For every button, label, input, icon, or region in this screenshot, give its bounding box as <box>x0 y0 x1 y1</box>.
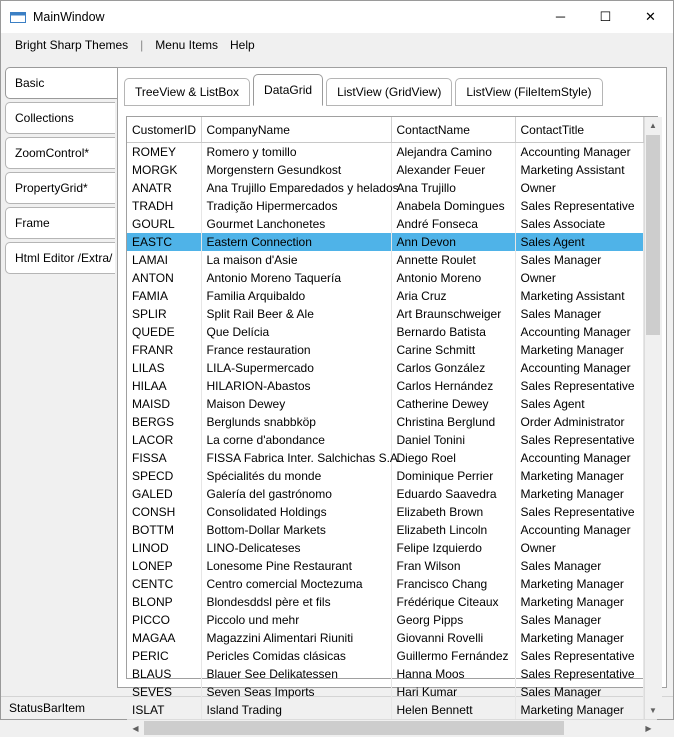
minimize-button[interactable]: ─ <box>555 9 566 24</box>
table-cell[interactable]: GALED <box>127 485 201 503</box>
table-cell[interactable]: Carine Schmitt <box>391 341 515 359</box>
table-cell[interactable]: PERIC <box>127 647 201 665</box>
table-cell[interactable]: ANATR <box>127 179 201 197</box>
sidebar-item-label: ZoomControl* <box>15 146 90 160</box>
table-cell[interactable]: Spécialités du monde <box>201 467 391 485</box>
table-cell[interactable]: Owner <box>515 269 643 287</box>
sidebar-item-zoomcontrol[interactable] <box>5 137 115 169</box>
table-row[interactable] <box>127 701 643 719</box>
horizontal-scroll-track[interactable] <box>144 720 640 737</box>
table-row[interactable] <box>127 647 643 665</box>
table-cell[interactable]: EASTC <box>127 233 201 251</box>
column-header-companyname[interactable]: CompanyName <box>201 117 391 143</box>
table-row[interactable] <box>127 377 643 395</box>
tab-label: ListView (GridView) <box>337 85 442 99</box>
table-cell[interactable]: Accounting Manager <box>515 323 643 341</box>
table-row[interactable] <box>127 269 643 287</box>
table-cell[interactable]: Alejandra Camino <box>391 143 515 162</box>
table-row[interactable] <box>127 431 643 449</box>
table-cell[interactable]: Marketing Manager <box>515 575 643 593</box>
table-cell[interactable]: Sales Representative <box>515 665 643 683</box>
table-row[interactable] <box>127 485 643 503</box>
table-row[interactable] <box>127 611 643 629</box>
scroll-up-arrow-icon[interactable]: ▲ <box>645 117 662 134</box>
tab-datagrid[interactable] <box>253 74 323 106</box>
window-controls <box>538 1 673 32</box>
table-cell[interactable]: FISSA <box>127 449 201 467</box>
sidebar-item-propertygrid[interactable] <box>5 172 115 204</box>
table-cell[interactable]: CENTC <box>127 575 201 593</box>
vertical-scrollbar[interactable] <box>644 117 662 719</box>
tab-label: DataGrid <box>264 83 313 97</box>
table-cell[interactable]: Ann Devon <box>391 233 515 251</box>
tab-label: ListView (FileItemStyle) <box>466 85 592 99</box>
table-cell[interactable]: Sales Agent <box>515 395 643 413</box>
tab-listview-fileitemstyle[interactable] <box>455 78 602 106</box>
table-cell[interactable]: Magazzini Alimentari Riuniti <box>201 629 391 647</box>
table-cell[interactable]: Marketing Manager <box>515 629 643 647</box>
table-cell[interactable]: Split Rail Beer & Ale <box>201 305 391 323</box>
table-cell[interactable]: HILAA <box>127 377 201 395</box>
table-cell[interactable]: BERGS <box>127 413 201 431</box>
table-cell[interactable]: Island Trading <box>201 701 391 719</box>
table-cell[interactable]: ISLAT <box>127 701 201 719</box>
table-cell[interactable]: GOURL <box>127 215 201 233</box>
table-cell[interactable]: La corne d'abondance <box>201 431 391 449</box>
table-cell[interactable]: LINOD <box>127 539 201 557</box>
table-cell[interactable]: Accounting Manager <box>515 521 643 539</box>
data-grid <box>126 116 658 733</box>
table-cell[interactable]: Aria Cruz <box>391 287 515 305</box>
table-cell[interactable]: Owner <box>515 539 643 557</box>
status-bar-item: StatusBarItem <box>9 701 86 715</box>
table-row[interactable] <box>127 341 643 359</box>
column-header-customerid[interactable]: CustomerID <box>127 117 201 143</box>
tab-listview-gridview[interactable] <box>326 78 452 106</box>
table-row[interactable] <box>127 305 643 323</box>
table-cell[interactable]: Elizabeth Brown <box>391 503 515 521</box>
table-cell[interactable]: Consolidated Holdings <box>201 503 391 521</box>
table-cell[interactable]: Marketing Manager <box>515 593 643 611</box>
close-button[interactable]: ✕ <box>645 8 656 24</box>
content-panel <box>117 67 667 733</box>
table-row[interactable] <box>127 251 643 269</box>
scroll-down-arrow-icon[interactable]: ▼ <box>645 702 662 719</box>
table-cell[interactable]: Catherine Dewey <box>391 395 515 413</box>
table-cell[interactable]: Maison Dewey <box>201 395 391 413</box>
table-cell[interactable]: Carlos Hernández <box>391 377 515 395</box>
table-row[interactable] <box>127 197 643 215</box>
window-icon <box>10 9 26 25</box>
table-cell[interactable]: Familia Arquibaldo <box>201 287 391 305</box>
table-row[interactable] <box>127 665 643 683</box>
table-row[interactable] <box>127 557 643 575</box>
table-cell[interactable]: SEVES <box>127 683 201 701</box>
table-cell[interactable]: LINO-Delicateses <box>201 539 391 557</box>
table-cell[interactable]: Marketing Manager <box>515 485 643 503</box>
table-cell[interactable]: Ana Trujillo <box>391 179 515 197</box>
table-cell[interactable]: QUEDE <box>127 323 201 341</box>
table-cell[interactable]: Georg Pipps <box>391 611 515 629</box>
tab-label: TreeView & ListBox <box>135 85 240 99</box>
table-cell[interactable]: Diego Roel <box>391 449 515 467</box>
table-cell[interactable]: Seven Seas Imports <box>201 683 391 701</box>
table-row[interactable] <box>127 161 643 179</box>
table-cell[interactable]: Annette Roulet <box>391 251 515 269</box>
table-cell[interactable]: Sales Manager <box>515 305 643 323</box>
table-cell[interactable]: Fran Wilson <box>391 557 515 575</box>
table-cell[interactable]: France restauration <box>201 341 391 359</box>
table-cell[interactable]: ANTON <box>127 269 201 287</box>
table-cell[interactable]: Owner <box>515 179 643 197</box>
table-cell[interactable]: Felipe Izquierdo <box>391 539 515 557</box>
vertical-scroll-thumb[interactable] <box>646 135 660 335</box>
table-cell[interactable]: LONEP <box>127 557 201 575</box>
table-cell[interactable]: Frédérique Citeaux <box>391 593 515 611</box>
table-row[interactable] <box>127 503 643 521</box>
maximize-button[interactable]: ☐ <box>599 8 612 24</box>
table-cell[interactable]: Morgenstern Gesundkost <box>201 161 391 179</box>
window-title: MainWindow <box>33 9 105 24</box>
table-cell[interactable]: Sales Agent <box>515 233 643 251</box>
horizontal-scroll-thumb[interactable] <box>144 721 564 735</box>
data-grid-table <box>127 117 644 719</box>
table-cell[interactable]: FISSA Fabrica Inter. Salchichas S.A. <box>201 449 391 467</box>
table-cell[interactable]: Giovanni Rovelli <box>391 629 515 647</box>
left-nav <box>5 67 115 277</box>
table-cell[interactable]: Eduardo Saavedra <box>391 485 515 503</box>
table-cell[interactable]: Accounting Manager <box>515 359 643 377</box>
table-cell[interactable]: Sales Associate <box>515 215 643 233</box>
table-cell[interactable]: Bernardo Batista <box>391 323 515 341</box>
table-cell[interactable]: Que Delícia <box>201 323 391 341</box>
data-grid-body <box>127 117 657 719</box>
menu-separator: | <box>140 38 144 52</box>
table-cell[interactable]: Blondesddsl père et fils <box>201 593 391 611</box>
sidebar-item-label: PropertyGrid* <box>15 181 88 195</box>
table-cell[interactable]: LILA-Supermercado <box>201 359 391 377</box>
table-cell[interactable]: Sales Representative <box>515 377 643 395</box>
data-grid-viewport <box>127 117 644 719</box>
table-cell[interactable]: MAGAA <box>127 629 201 647</box>
table-header-row <box>127 117 643 143</box>
table-cell[interactable]: MAISD <box>127 395 201 413</box>
horizontal-scrollbar[interactable] <box>127 719 657 737</box>
table-cell[interactable]: MORGK <box>127 161 201 179</box>
table-cell[interactable]: BLONP <box>127 593 201 611</box>
table-cell[interactable]: FRANR <box>127 341 201 359</box>
table-cell[interactable]: André Fonseca <box>391 215 515 233</box>
sidebar-item-label: Basic <box>15 76 45 90</box>
table-cell[interactable]: FAMIA <box>127 287 201 305</box>
table-cell[interactable]: Sales Representative <box>515 431 643 449</box>
table-row[interactable] <box>127 323 643 341</box>
table-row[interactable] <box>127 629 643 647</box>
table-cell[interactable]: Art Braunschweiger <box>391 305 515 323</box>
table-row[interactable] <box>127 467 643 485</box>
table-cell[interactable]: Carlos González <box>391 359 515 377</box>
table-cell[interactable]: Marketing Assistant <box>515 161 643 179</box>
menu-item-help[interactable]: Help <box>230 38 255 52</box>
tab-strip <box>118 68 666 106</box>
table-row[interactable] <box>127 233 643 251</box>
column-header-contacttitle[interactable]: ContactTitle <box>515 117 643 143</box>
table-cell[interactable]: Marketing Assistant <box>515 287 643 305</box>
sidebar-item-label: Frame <box>15 216 50 230</box>
tab-treeview-listbox[interactable] <box>124 78 250 106</box>
table-cell[interactable]: Romero y tomillo <box>201 143 391 162</box>
table-cell[interactable]: Pericles Comidas clásicas <box>201 647 391 665</box>
menu-item-themes[interactable]: Bright Sharp Themes <box>15 38 129 52</box>
table-row[interactable] <box>127 449 643 467</box>
table-cell[interactable]: Sales Manager <box>515 611 643 629</box>
table-cell[interactable]: Marketing Manager <box>515 467 643 485</box>
table-row[interactable] <box>127 683 643 701</box>
table-cell[interactable]: Galería del gastrónomo <box>201 485 391 503</box>
table-row[interactable] <box>127 215 643 233</box>
table-cell[interactable]: HILARION-Abastos <box>201 377 391 395</box>
table-cell[interactable]: Anabela Domingues <box>391 197 515 215</box>
table-cell[interactable]: Accounting Manager <box>515 143 643 162</box>
table-cell[interactable]: LACOR <box>127 431 201 449</box>
table-cell[interactable]: Hari Kumar <box>391 683 515 701</box>
table-cell[interactable]: Dominique Perrier <box>391 467 515 485</box>
table-cell[interactable]: Francisco Chang <box>391 575 515 593</box>
scroll-right-arrow-icon[interactable]: ▶ <box>645 724 652 733</box>
sidebar-item-label: Html Editor /Extra/ <box>15 251 113 265</box>
column-header-contactname[interactable]: ContactName <box>391 117 515 143</box>
table-row[interactable] <box>127 413 643 431</box>
table-cell[interactable]: SPLIR <box>127 305 201 323</box>
table-cell[interactable]: Lonesome Pine Restaurant <box>201 557 391 575</box>
table-row[interactable] <box>127 359 643 377</box>
table-cell[interactable]: La maison d'Asie <box>201 251 391 269</box>
table-cell[interactable]: TRADH <box>127 197 201 215</box>
sidebar-item-frame[interactable] <box>5 207 115 239</box>
table-cell[interactable]: SPECD <box>127 467 201 485</box>
table-cell[interactable]: Ana Trujillo Emparedados y helados <box>201 179 391 197</box>
table-row[interactable] <box>127 395 643 413</box>
table-cell[interactable]: Christina Berglund <box>391 413 515 431</box>
table-cell[interactable]: Daniel Tonini <box>391 431 515 449</box>
table-row[interactable] <box>127 143 643 162</box>
table-cell[interactable]: LAMAI <box>127 251 201 269</box>
table-cell[interactable]: Bottom-Dollar Markets <box>201 521 391 539</box>
table-cell[interactable]: Helen Bennett <box>391 701 515 719</box>
table-cell[interactable]: Sales Manager <box>515 683 643 701</box>
table-cell[interactable]: LILAS <box>127 359 201 377</box>
table-cell[interactable]: Centro comercial Moctezuma <box>201 575 391 593</box>
sidebar-item-label: Collections <box>15 111 74 125</box>
scroll-left-arrow-icon[interactable]: ◀ <box>132 724 139 733</box>
table-cell[interactable]: Antonio Moreno <box>391 269 515 287</box>
sidebar-item-collections[interactable] <box>5 102 115 134</box>
title-bar <box>1 1 673 33</box>
table-row[interactable] <box>127 539 643 557</box>
table-cell[interactable]: ROMEY <box>127 143 201 162</box>
table-cell[interactable]: Sales Representative <box>515 197 643 215</box>
table-cell[interactable]: Sales Manager <box>515 557 643 575</box>
table-cell[interactable]: Sales Representative <box>515 503 643 521</box>
table-cell[interactable]: Blauer See Delikatessen <box>201 665 391 683</box>
table-cell[interactable]: Tradição Hipermercados <box>201 197 391 215</box>
table-row[interactable] <box>127 521 643 539</box>
table-cell[interactable]: Sales Representative <box>515 647 643 665</box>
table-cell[interactable]: Order Administrator <box>515 413 643 431</box>
table-cell[interactable]: Berglunds snabbköp <box>201 413 391 431</box>
table-cell[interactable]: CONSH <box>127 503 201 521</box>
table-cell[interactable]: Gourmet Lanchonetes <box>201 215 391 233</box>
table-row[interactable] <box>127 575 643 593</box>
table-cell[interactable]: Guillermo Fernández <box>391 647 515 665</box>
table-cell[interactable]: PICCO <box>127 611 201 629</box>
table-cell[interactable]: Antonio Moreno Taquería <box>201 269 391 287</box>
table-cell[interactable]: BLAUS <box>127 665 201 683</box>
table-cell[interactable]: Piccolo und mehr <box>201 611 391 629</box>
table-cell[interactable]: Elizabeth Lincoln <box>391 521 515 539</box>
table-cell[interactable]: Sales Manager <box>515 251 643 269</box>
menu-item-menu-items[interactable]: Menu Items <box>155 38 218 52</box>
sidebar-item-basic[interactable] <box>5 67 121 99</box>
sidebar-item-html-editor[interactable] <box>5 242 115 274</box>
table-cell[interactable]: Alexander Feuer <box>391 161 515 179</box>
table-cell[interactable]: Marketing Manager <box>515 701 643 719</box>
menu-bar <box>1 33 673 57</box>
table-cell[interactable]: BOTTM <box>127 521 201 539</box>
table-cell[interactable]: Accounting Manager <box>515 449 643 467</box>
table-row[interactable] <box>127 179 643 197</box>
table-cell[interactable]: Marketing Manager <box>515 341 643 359</box>
table-row[interactable] <box>127 593 643 611</box>
table-cell[interactable]: Hanna Moos <box>391 665 515 683</box>
table-cell[interactable]: Eastern Connection <box>201 233 391 251</box>
table-row[interactable] <box>127 287 643 305</box>
